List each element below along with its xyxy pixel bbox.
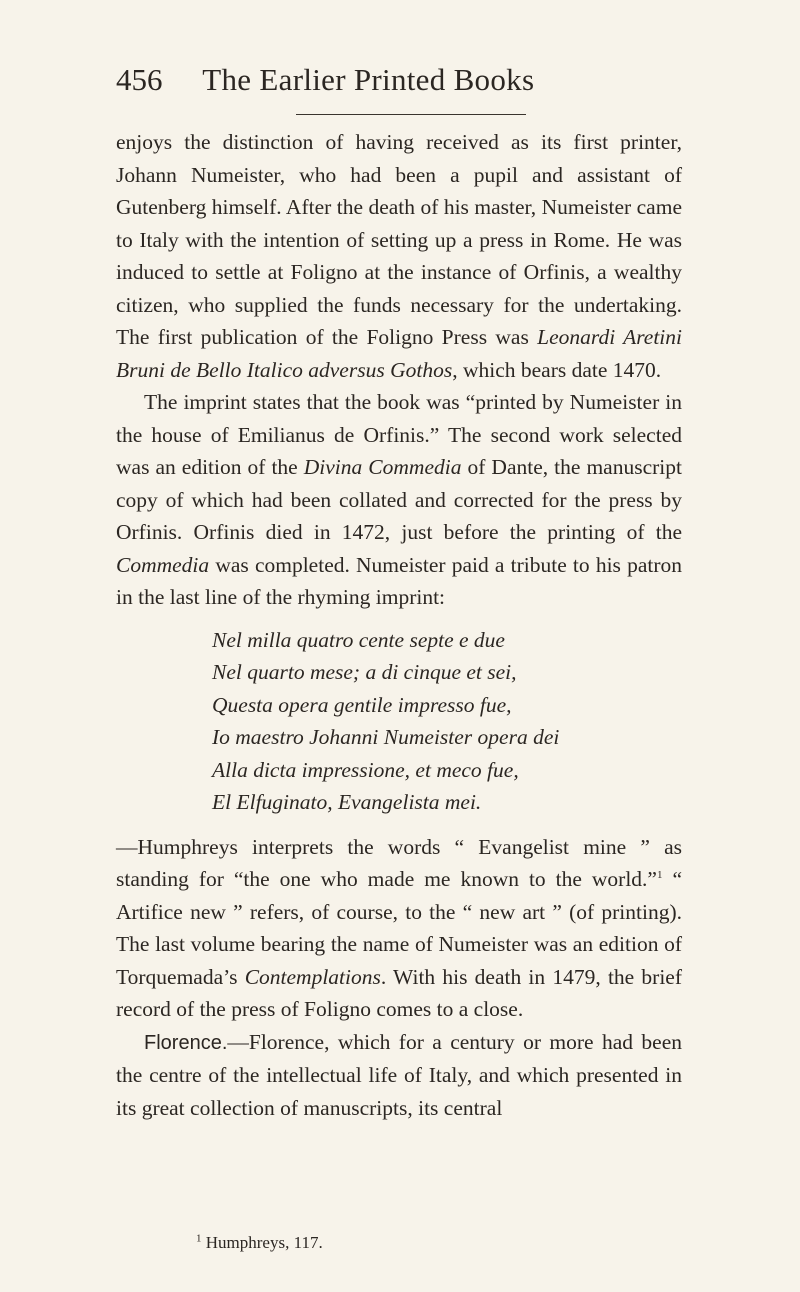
paragraph-humphreys <box>116 831 682 1026</box>
footnote-text: Humphreys, 117. <box>205 1233 323 1252</box>
footnote-reference: 1 <box>656 868 663 881</box>
page-number: 456 <box>116 62 163 97</box>
verse-line: Nel quarto mese; a di cinque et sei, <box>212 660 517 684</box>
paragraph-text: of Dante, the manuscript copy of which had been collated and corrected for the press by Orfinis. Orfinis died in 1472, just before the printing of the <box>116 455 682 544</box>
section-heading: Florence. <box>144 1031 228 1054</box>
paragraph-text: —Florence, which for a century or more had been the centre of the intellectual life of Italy, and which presented in its great collection of manuscripts, its central <box>116 1029 682 1120</box>
footnote-marker: 1 <box>196 1232 202 1245</box>
paragraph-text: “ Artifice new ” refers, of course, to the “ new art ” (of printing). The last volume bearing the name of Numeister was an edition of Torquemada’s <box>116 867 682 989</box>
verse-line: Questa opera gentile impresso fue, <box>212 692 512 717</box>
book-title-italic: Contemplations <box>244 964 381 989</box>
paragraph-text: enjoys the distinction of having received as its first printer, Johann Numeister, who had been a pupil and assistant of Gutenberg himself. After the death of his master, Numeister came to Italy with the intention of setting up a press in Rome. He was induced to settle at Foligno at the instance of Orfinis, a wealthy citizen, who supplied the funds necessary for the undertaking. The first publication of the Foligno Press was <box>116 130 682 349</box>
paragraph-text: The imprint states that the book was “printed by Numeister in the house of Emilianus de Orfinis.” The second work selected was an edition of the <box>116 390 682 479</box>
verse-line: Nel milla quatro cente septe e due <box>212 627 505 652</box>
verse-line: Io maestro Johanni Numeister opera dei <box>212 725 560 749</box>
paragraph-imprint <box>116 386 682 614</box>
verse-quotation <box>212 624 682 819</box>
paragraph-text: —Humphreys interprets the words “ Evangelist mine ” as standing for “the one who made me known to the world.” <box>116 834 682 891</box>
paragraph-text: was completed. Numeister paid a tribute to his patron in the last line of the rhyming imprint: <box>116 552 682 609</box>
book-title-italic: Leonardi Aretini Bruni de Bello Italico adversus Gothos <box>116 325 682 382</box>
paragraph-foligno <box>116 126 682 386</box>
running-header <box>116 62 676 98</box>
book-title-italic: Divina Commedia <box>303 455 462 479</box>
running-title: The Earlier Printed Books <box>202 62 535 97</box>
verse-line: El Elfuginato, Evangelista mei. <box>212 790 482 814</box>
footnote <box>196 1232 323 1254</box>
paragraph-text: , which bears date 1470. <box>452 357 662 382</box>
book-title-italic: Commedia <box>116 552 210 577</box>
verse-line: Alla dicta impressione, et meco fue, <box>212 757 519 782</box>
paragraph-text: . With his death in 1479, the brief record of the press of Foligno comes to a close. <box>116 964 682 1021</box>
header-rule <box>296 114 526 115</box>
body-text <box>116 126 682 1124</box>
paragraph-florence <box>116 1026 682 1125</box>
